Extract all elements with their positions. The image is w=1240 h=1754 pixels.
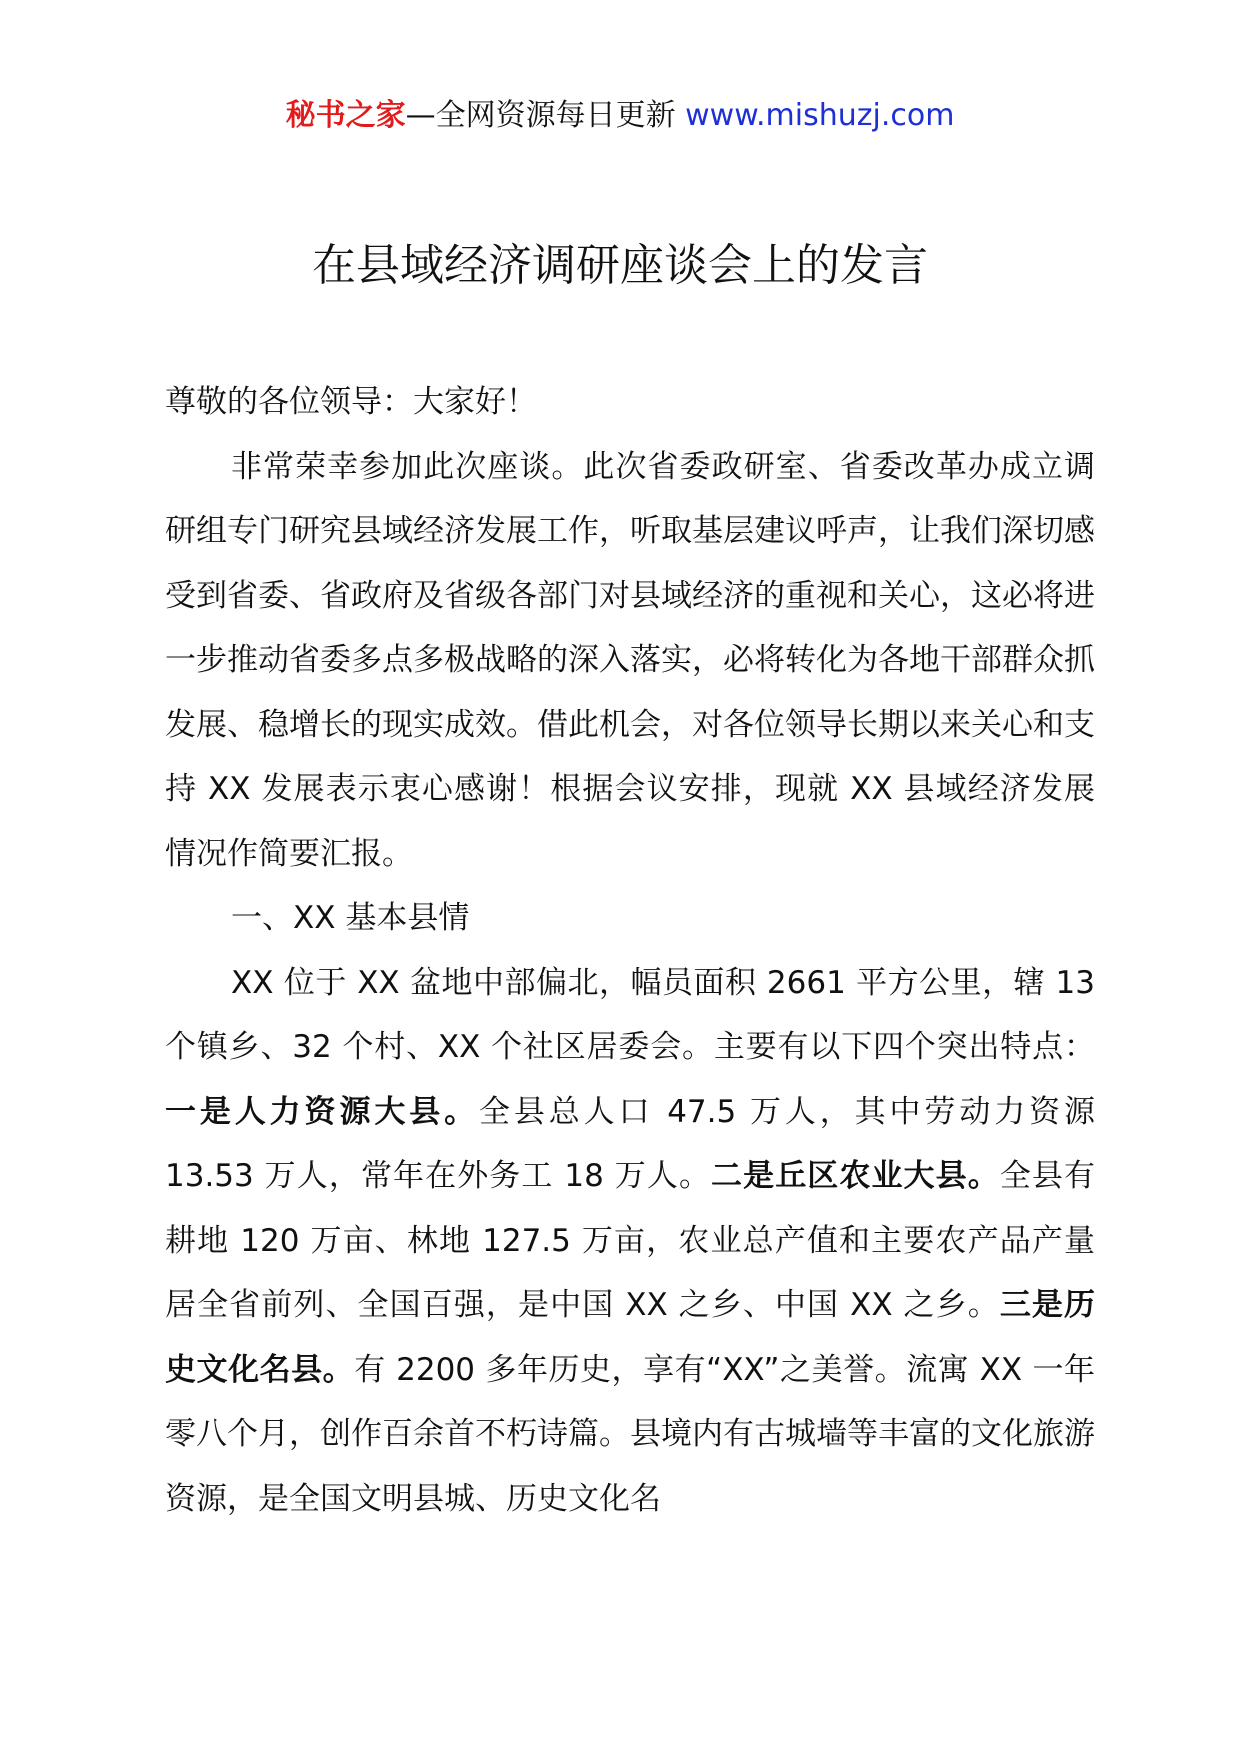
highlight-point-3: 三是历史文化名县。	[165, 1287, 1095, 1388]
document-body	[165, 370, 1095, 1531]
point-3-text: 有 2200 多年历史，享有“XX”之美誉。流寓 XX 一年零八个月，创作百余首不朽诗篇。县境内有古城墙等丰富的文化旅游资源，是全国文明县城、历史文化名	[165, 1351, 1095, 1517]
section-heading: 一、XX 基本县情	[231, 900, 470, 936]
site-header	[0, 96, 1240, 136]
highlight-point-2: 二是丘区农业大县。	[711, 1158, 1000, 1194]
site-brand: 秘书之家	[285, 98, 406, 133]
paragraph-intro: 非常荣幸参加此次座谈。此次省委政研室、省委改革办成立调研组专门研究县域经济发展工作，听取基层建议呼声，让我们深切感受到省委、省政府及省级各部门对县域经济的重视和关心，这必将进一步推动省委多点多极战略的深入落实，必将转化为各地干部群众抓发展、稳增长的现实成效。借此机会，对各位领导长期以来关心和支持 XX 发展表示衷心感谢！根据会议安排，现就 XX 县域经济发展情况作简要汇报。	[165, 448, 1095, 872]
point-2-text: 全县有耕地 120 万亩、林地 127.5 万亩，农业总产值和主要农产品产量居全省前列、全国百强，是中国 XX 之乡、中国 XX 之乡。	[165, 1158, 1095, 1323]
profile-intro: XX 位于 XX 盆地中部偏北，幅员面积 2661 平方公里，辖 13 个镇乡、32 个村、XX 个社区居委会。主要有以下四个突出特点：	[165, 964, 1095, 1065]
paragraph-county-profile	[165, 951, 1095, 1532]
highlight-point-1: 一是人力资源大县。	[165, 1093, 480, 1130]
greeting: 尊敬的各位领导：大家好！	[165, 384, 537, 420]
document-title: 在县域经济调研座谈会上的发言	[312, 240, 928, 291]
site-slogan: —全网资源每日更新	[405, 98, 686, 133]
point-1-text: 全县总人口 47.5 万人，其中劳动力资源 13.53 万人，常年在外务工 18 万人。	[165, 1093, 1095, 1194]
site-url-link[interactable]: www.mishuzj.com	[685, 98, 955, 133]
